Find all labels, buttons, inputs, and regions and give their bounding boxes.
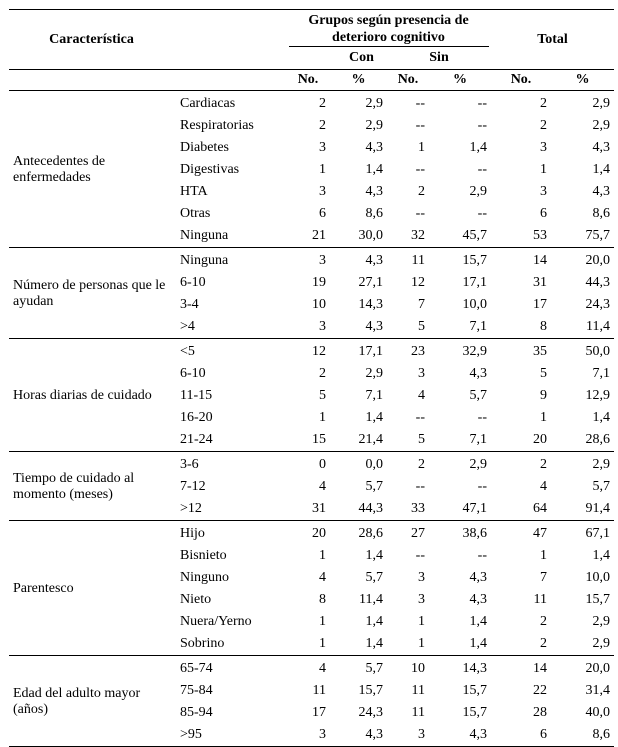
cell-sin-pct: 47,1 <box>429 498 491 521</box>
cell-con-no: 20 <box>312 526 326 541</box>
category-label: 16-20 <box>180 410 213 425</box>
cell-sin-pct: 7,1 <box>429 429 491 452</box>
cell-sin-no: -- <box>415 548 425 563</box>
table-row <box>9 91 614 116</box>
cell-sin-no: -- <box>415 479 425 494</box>
category-label: 7-12 <box>180 479 206 494</box>
category-label: >95 <box>174 724 286 747</box>
header-without: Sin <box>429 50 449 65</box>
cell-con-no: 1 <box>319 162 326 177</box>
cell-total-no: 14 <box>533 253 547 268</box>
cell-sin-no: 23 <box>411 344 425 359</box>
group-label: Edad del adulto mayor (años) <box>9 656 174 747</box>
cell-total-no: 2 <box>491 633 551 656</box>
cell-sin-no: 1 <box>418 140 425 155</box>
cell-con-no: 3 <box>319 140 326 155</box>
cell-con-pct: 8,6 <box>365 206 383 221</box>
cell-sin-no: -- <box>415 118 425 133</box>
category-label: 11-15 <box>180 388 213 403</box>
cell-sin-pct: -- <box>477 96 487 111</box>
cell-total-no: 1 <box>540 162 547 177</box>
cell-total-pct: 28,6 <box>551 429 614 452</box>
cell-con-pct: 4,3 <box>365 140 383 155</box>
cell-total-pct: 67,1 <box>585 526 611 541</box>
cell-sin-no: 27 <box>411 526 425 541</box>
table-header <box>9 10 614 91</box>
cell-con-pct: 1,4 <box>365 614 383 629</box>
cell-con-pct: 44,3 <box>330 498 387 521</box>
cell-total-pct: 8,6 <box>551 724 614 747</box>
cell-sin-pct: 45,7 <box>429 225 491 248</box>
cell-total-no: 22 <box>533 683 547 698</box>
cell-con-no: 4 <box>319 479 326 494</box>
results-table <box>9 9 614 747</box>
group-label: Parentesco <box>9 521 174 656</box>
cell-sin-no: 32 <box>387 225 429 248</box>
cell-con-no: 19 <box>312 275 326 290</box>
category-label: 21-24 <box>174 429 286 452</box>
cell-con-pct: 1,4 <box>365 162 383 177</box>
cell-con-pct: 15,7 <box>358 683 383 698</box>
cell-total-no: 2 <box>540 96 547 111</box>
cell-total-pct: 50,0 <box>585 344 611 359</box>
cell-con-pct: 24,3 <box>358 705 383 720</box>
cell-con-no: 1 <box>319 614 326 629</box>
cell-sin-pct: 2,9 <box>469 184 487 199</box>
category-label: 6-10 <box>180 366 206 381</box>
cell-total-pct: 1,4 <box>592 410 611 425</box>
cell-con-no: 5 <box>319 388 326 403</box>
category-label: HTA <box>180 184 208 199</box>
header-total: Total <box>491 10 614 70</box>
cell-total-pct: 44,3 <box>585 275 611 290</box>
cell-sin-no: 3 <box>418 366 425 381</box>
cell-total-pct: 10,0 <box>585 570 611 585</box>
cell-con-no: 3 <box>286 316 330 339</box>
header-sin-no: No. <box>387 70 429 91</box>
group-label: Antecedentes de enfermedades <box>9 91 174 248</box>
cell-sin-pct: 15,7 <box>462 705 487 720</box>
category-label: 75-84 <box>180 683 213 698</box>
cell-con-no: 3 <box>286 724 330 747</box>
cell-total-no: 2 <box>540 457 547 472</box>
cell-total-pct: 1,4 <box>592 548 611 563</box>
cell-sin-no: 11 <box>411 253 425 268</box>
table-row <box>9 656 614 681</box>
cell-total-no: 1 <box>540 410 547 425</box>
cell-sin-no: 5 <box>387 316 429 339</box>
cell-total-pct: 91,4 <box>551 498 614 521</box>
cell-total-pct: 20,0 <box>585 253 611 268</box>
cell-sin-pct: 4,3 <box>469 592 487 607</box>
cell-sin-no: 5 <box>387 429 429 452</box>
cell-total-no: 11 <box>533 592 547 607</box>
cell-con-pct: 7,1 <box>365 388 383 403</box>
cell-total-no: 31 <box>533 275 547 290</box>
cell-sin-no: -- <box>415 410 425 425</box>
cell-con-no: 1 <box>286 633 330 656</box>
header-total-no: No. <box>491 70 551 91</box>
cell-total-pct: 40,0 <box>585 705 611 720</box>
cell-total-no: 2 <box>540 118 547 133</box>
cell-sin-no: 10 <box>411 661 425 676</box>
cell-sin-no: 11 <box>411 683 425 698</box>
cell-total-no: 6 <box>540 206 547 221</box>
header-characteristic: Característica <box>9 10 174 70</box>
cell-sin-pct: 5,7 <box>469 388 487 403</box>
cell-total-no: 47 <box>533 526 547 541</box>
cell-con-pct: 2,9 <box>365 366 383 381</box>
category-label: >4 <box>174 316 286 339</box>
cell-total-no: 5 <box>540 366 547 381</box>
cell-con-no: 2 <box>319 366 326 381</box>
cell-con-pct: 5,7 <box>365 479 383 494</box>
cell-con-no: 15 <box>286 429 330 452</box>
cell-sin-no: 3 <box>418 592 425 607</box>
category-label: Nuera/Yerno <box>180 614 252 629</box>
cell-con-pct: 4,3 <box>365 253 383 268</box>
cell-con-no: 6 <box>319 206 326 221</box>
cell-sin-pct: 1,4 <box>469 614 487 629</box>
cell-total-pct: 75,7 <box>551 225 614 248</box>
cell-con-no: 10 <box>312 297 326 312</box>
cell-total-pct: 12,9 <box>585 388 611 403</box>
cell-total-pct: 2,9 <box>592 457 611 472</box>
category-label: Respiratorias <box>180 118 254 133</box>
cell-con-pct: 1,4 <box>330 633 387 656</box>
cell-sin-no: 3 <box>418 570 425 585</box>
cell-total-no: 14 <box>533 661 547 676</box>
cell-sin-pct: 38,6 <box>462 526 487 541</box>
cell-total-pct: 11,4 <box>551 316 614 339</box>
cell-con-pct: 2,9 <box>365 118 383 133</box>
cell-total-pct: 5,7 <box>592 479 611 494</box>
category-label: Ninguna <box>174 225 286 248</box>
cell-sin-no: -- <box>415 162 425 177</box>
cell-total-no: 64 <box>491 498 551 521</box>
cell-con-pct: 28,6 <box>358 526 383 541</box>
cell-con-no: 4 <box>319 661 326 676</box>
cell-con-no: 17 <box>312 705 326 720</box>
cell-con-pct: 5,7 <box>365 570 383 585</box>
cell-sin-no: -- <box>415 96 425 111</box>
cell-total-no: 6 <box>491 724 551 747</box>
cell-sin-pct: 7,1 <box>429 316 491 339</box>
group-label: Tiempo de cuidado al momento (meses) <box>9 452 174 521</box>
header-total-pct: % <box>551 70 614 91</box>
cell-sin-no: 4 <box>418 388 425 403</box>
header-with: Con <box>349 50 374 65</box>
cell-con-pct: 1,4 <box>365 548 383 563</box>
category-label: 65-74 <box>180 661 213 676</box>
cell-con-pct: 11,4 <box>359 592 383 607</box>
cell-con-no: 8 <box>319 592 326 607</box>
cell-sin-pct: -- <box>477 410 487 425</box>
cell-sin-pct: 14,3 <box>462 661 487 676</box>
cell-total-no: 35 <box>533 344 547 359</box>
cell-con-pct: 21,4 <box>330 429 387 452</box>
cell-total-no: 28 <box>533 705 547 720</box>
cell-total-no: 3 <box>540 184 547 199</box>
cell-sin-pct: 4,3 <box>429 724 491 747</box>
cell-con-pct: 2,9 <box>365 96 383 111</box>
table-row <box>9 452 614 477</box>
cell-total-pct: 24,3 <box>585 297 611 312</box>
cell-total-pct: 7,1 <box>592 366 611 381</box>
cell-total-pct: 31,4 <box>585 683 611 698</box>
cell-total-no: 7 <box>540 570 547 585</box>
cell-con-pct: 5,7 <box>365 661 383 676</box>
cell-total-pct: 4,3 <box>592 184 611 199</box>
cell-sin-no: 11 <box>411 705 425 720</box>
cell-sin-pct: 15,7 <box>462 683 487 698</box>
category-label: <5 <box>180 344 195 359</box>
cell-total-no: 53 <box>491 225 551 248</box>
cell-total-no: 9 <box>540 388 547 403</box>
cell-total-pct: 2,9 <box>551 633 614 656</box>
cell-total-no: 20 <box>491 429 551 452</box>
cell-con-no: 12 <box>312 344 326 359</box>
cell-con-pct: 4,3 <box>330 316 387 339</box>
table-row <box>9 248 614 273</box>
cell-con-pct: 4,3 <box>365 184 383 199</box>
cell-con-pct: 1,4 <box>365 410 383 425</box>
category-label: >12 <box>174 498 286 521</box>
cell-sin-pct: 4,3 <box>469 366 487 381</box>
cell-total-pct: 4,3 <box>592 140 611 155</box>
cell-total-pct: 8,6 <box>592 206 611 221</box>
category-label: Ninguna <box>180 253 229 268</box>
cell-total-no: 3 <box>540 140 547 155</box>
cell-con-no: 3 <box>319 253 326 268</box>
cell-con-pct: 30,0 <box>330 225 387 248</box>
cell-con-no: 4 <box>319 570 326 585</box>
cell-con-no: 1 <box>319 410 326 425</box>
cell-con-no: 21 <box>286 225 330 248</box>
cell-con-no: 0 <box>319 457 326 472</box>
category-label: Otras <box>180 206 211 221</box>
cell-total-no: 4 <box>540 479 547 494</box>
group-label: Número de personas que le ayudan <box>9 248 174 339</box>
cell-sin-no: 2 <box>418 457 425 472</box>
category-label: 3-6 <box>180 457 199 472</box>
cell-con-pct: 17,1 <box>358 344 383 359</box>
cell-sin-no: 7 <box>418 297 425 312</box>
cell-sin-no: 1 <box>418 614 425 629</box>
cell-sin-no: -- <box>415 206 425 221</box>
category-label: Ninguno <box>180 570 229 585</box>
table-row <box>9 339 614 364</box>
category-label: 3-4 <box>180 297 199 312</box>
cell-sin-no: 1 <box>387 633 429 656</box>
cell-total-pct: 1,4 <box>592 162 611 177</box>
category-label: Cardiacas <box>180 96 236 111</box>
cell-sin-pct: 4,3 <box>469 570 487 585</box>
cell-total-pct: 2,9 <box>592 96 611 111</box>
cell-con-pct: 0,0 <box>365 457 383 472</box>
category-label: Bisnieto <box>180 548 227 563</box>
cell-con-no: 3 <box>319 184 326 199</box>
category-label: 6-10 <box>180 275 206 290</box>
cell-sin-pct: 1,4 <box>429 633 491 656</box>
cell-sin-pct: -- <box>477 206 487 221</box>
header-con-pct: % <box>330 70 387 91</box>
header-group-title: Grupos según presencia de deterioro cognitivo <box>289 10 489 47</box>
cell-sin-pct: 32,9 <box>462 344 487 359</box>
cell-sin-pct: 15,7 <box>462 253 487 268</box>
cell-con-pct: 14,3 <box>358 297 383 312</box>
cell-sin-pct: -- <box>477 162 487 177</box>
cell-con-no: 1 <box>319 548 326 563</box>
cell-sin-pct: -- <box>477 548 487 563</box>
cell-sin-pct: 10,0 <box>462 297 487 312</box>
category-label: Hijo <box>180 526 205 541</box>
cell-con-no: 2 <box>319 96 326 111</box>
category-label: Nieto <box>180 592 212 607</box>
cell-total-pct: 15,7 <box>585 592 611 607</box>
cell-sin-no: 12 <box>411 275 425 290</box>
cell-sin-pct: -- <box>477 118 487 133</box>
cell-sin-no: 33 <box>387 498 429 521</box>
cell-con-no: 2 <box>319 118 326 133</box>
cell-total-no: 17 <box>533 297 547 312</box>
category-label: Diabetes <box>180 140 229 155</box>
cell-sin-pct: -- <box>477 479 487 494</box>
category-label: Sobrino <box>174 633 286 656</box>
cell-sin-no: 2 <box>418 184 425 199</box>
cell-con-no: 11 <box>312 683 326 698</box>
header-con-no: No. <box>286 70 330 91</box>
category-label: Digestivas <box>180 162 240 177</box>
cell-sin-no: 3 <box>387 724 429 747</box>
cell-total-no: 2 <box>540 614 547 629</box>
cell-sin-pct: 1,4 <box>469 140 487 155</box>
cell-sin-pct: 17,1 <box>462 275 487 290</box>
cell-con-pct: 4,3 <box>330 724 387 747</box>
cell-total-pct: 2,9 <box>592 118 611 133</box>
cell-sin-pct: 2,9 <box>469 457 487 472</box>
header-sin-pct: % <box>429 70 491 91</box>
table-row <box>9 521 614 546</box>
cell-total-no: 1 <box>540 548 547 563</box>
table-body <box>9 91 614 747</box>
cell-con-no: 31 <box>286 498 330 521</box>
group-label: Horas diarias de cuidado <box>9 339 174 452</box>
cell-con-pct: 27,1 <box>358 275 383 290</box>
cell-total-no: 8 <box>491 316 551 339</box>
category-label: 85-94 <box>180 705 213 720</box>
cell-total-pct: 20,0 <box>585 661 611 676</box>
cell-total-pct: 2,9 <box>592 614 611 629</box>
